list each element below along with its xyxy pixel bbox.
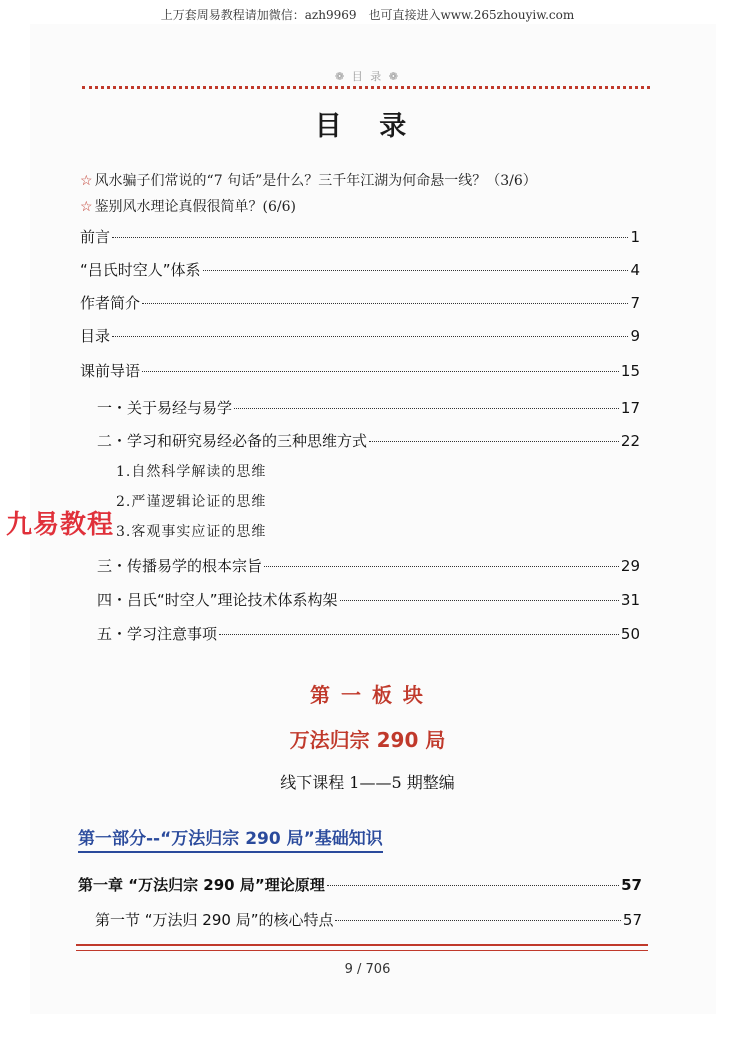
leader-dots bbox=[340, 600, 619, 601]
leader-dots bbox=[112, 237, 628, 238]
star-icon: ☆ bbox=[80, 199, 93, 215]
sub-item-3: 3.客观事实应证的思维 bbox=[116, 524, 267, 540]
leader-dots bbox=[142, 371, 619, 372]
star-icon: ☆ bbox=[80, 173, 93, 189]
page-title: 目 录 bbox=[314, 111, 421, 142]
leader-dots bbox=[234, 408, 619, 409]
leader-dots bbox=[142, 303, 628, 304]
leader-dots bbox=[327, 885, 619, 886]
running-header: ❁ 目 录 ❁ bbox=[335, 70, 400, 83]
star-item-2: ☆ 鉴别风水理论真假很简单？(6/6) bbox=[80, 199, 297, 215]
leader-dots bbox=[335, 920, 620, 921]
jiuyi-watermark: 九易教程 bbox=[6, 510, 115, 540]
leader-dots bbox=[112, 336, 628, 337]
star-item-1: ☆ 风水骗子们常说的“7 句话”是什么？三千年江湖为何命悬一线？（3/6） bbox=[80, 173, 537, 189]
toc-entry-intro-5[interactable]: 五・学习注意事项 50 bbox=[97, 625, 640, 643]
section-title: 万法归宗 290 局 bbox=[289, 728, 446, 752]
section-block: 第 一 板 块 bbox=[310, 683, 425, 707]
sub-item-2: 2.严谨逻辑论证的思维 bbox=[116, 494, 267, 510]
toc-entry-contents[interactable]: 目录 9 bbox=[80, 327, 640, 345]
leader-dots bbox=[203, 270, 629, 271]
toc-entry-author[interactable]: 作者简介 7 bbox=[80, 294, 640, 312]
header-rule bbox=[82, 86, 650, 94]
toc-entry-chapter-1[interactable]: 第一章 “万法归宗 290 局”理论原理 57 bbox=[78, 876, 642, 894]
toc-entry-intro[interactable]: 课前导语 15 bbox=[80, 362, 640, 380]
sub-item-1: 1.自然科学解读的思维 bbox=[116, 464, 267, 480]
toc-entry-system[interactable]: “吕氏时空人”体系 4 bbox=[80, 261, 640, 279]
watermark-banner: 上万套周易教程请加微信：azh9969 也可直接进入www.265zhouyiw.com bbox=[160, 8, 575, 22]
toc-entry-intro-1[interactable]: 一・关于易经与易学 17 bbox=[97, 399, 640, 417]
toc-entry-intro-3[interactable]: 三・传播易学的根本宗旨 29 bbox=[97, 557, 640, 575]
leader-dots bbox=[264, 566, 619, 567]
toc-entry-preface[interactable]: 前言 1 bbox=[80, 228, 640, 246]
page-number: 9 / 706 bbox=[344, 962, 391, 977]
toc-entry-intro-4[interactable]: 四・吕氏“时空人”理论技术体系构架 31 bbox=[97, 591, 640, 609]
toc-entry-section-1[interactable]: 第一节 “万法归 290 局”的核心特点 57 bbox=[95, 911, 642, 929]
part-heading[interactable]: 第一部分--“万法归宗 290 局”基础知识 bbox=[78, 824, 383, 853]
leader-dots bbox=[369, 441, 619, 442]
course-note: 线下课程 1——5 期整编 bbox=[280, 773, 455, 792]
footer-rule bbox=[76, 944, 648, 951]
leader-dots bbox=[219, 634, 619, 635]
toc-entry-intro-2[interactable]: 二・学习和研究易经必备的三种思维方式 22 bbox=[97, 432, 640, 450]
